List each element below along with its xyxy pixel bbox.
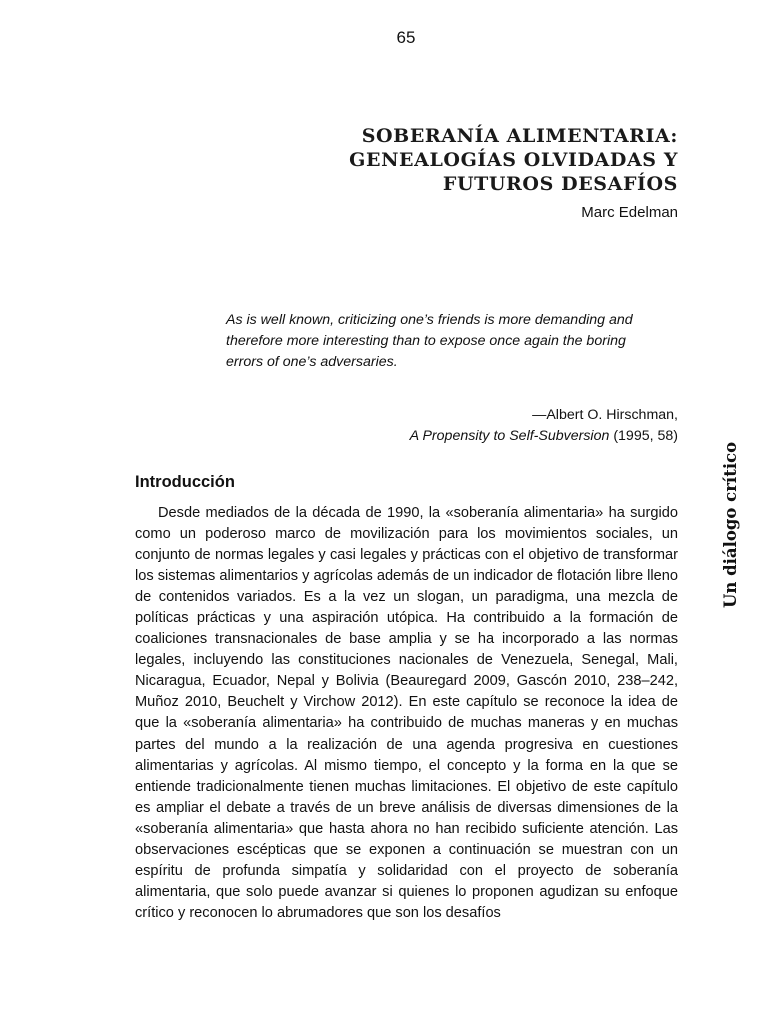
chapter-title-line-3: FUTUROS DESAFÍOS bbox=[442, 173, 678, 195]
chapter-author: Marc Edelman bbox=[581, 204, 678, 221]
attribution-source bbox=[318, 426, 678, 447]
attribution-citation: (1995, 58) bbox=[609, 428, 678, 444]
running-section-label: Un diálogo crítico bbox=[721, 441, 740, 608]
attribution-book-title: A Propensity to Self-Subversion bbox=[409, 428, 610, 444]
section-heading: Introducción bbox=[135, 473, 235, 491]
attribution-author: —Albert O. Hirschman, bbox=[532, 407, 678, 423]
epigraph-attribution bbox=[318, 405, 678, 447]
chapter-title bbox=[240, 124, 678, 196]
page-number: 65 bbox=[396, 28, 416, 47]
chapter-title-line-1: SOBERANÍA ALIMENTARIA: bbox=[361, 125, 678, 147]
epigraph-quote: As is well known, criticizing one’s friends is more demanding and therefore more interesting than to expose once again the boring errors of one’s adversaries. bbox=[226, 312, 633, 370]
chapter-title-line-2: GENEALOGÍAS OLVIDADAS Y bbox=[349, 149, 678, 171]
body-paragraph: Desde mediados de la década de 1990, la «soberanía alimentaria» ha surgido como un poderoso marco de movilización para los movimientos sociales, un conjunto de normas legales y casi legales y prácticas con el objetivo de transformar los sistemas alimentarios y agrícolas además de un indicador de flotación libre lleno de contenidos variados. Es a la vez un slogan, un paradigma, una mezcla de políticas prácticas y una aspiración utópica. Ha contribuido a la formación de coaliciones transnacionales de base amplia y se ha incorporado a las normas legales, incluyendo las constituciones nacionales de Venezuela, Senegal, Mali, Nicaragua, Ecuador, Nepal y Bolivia (Beauregard 2009, Gascón 2010, 238–242, Muñoz 2010, Beuchelt y Virchow 2012). En este capítulo se reconoce la idea de que la «soberanía alimentaria» ha contribuido de muchas maneras y en muchas partes del mundo a la realización de una agenda progresiva en cuestiones alimentarias y agrícolas. Al mismo tiempo, el concepto y la forma en la que se entiende tradicionalmente tienen muchas limitaciones. El objetivo de este capítulo es ampliar el debate a través de un breve análisis de diversas dimensiones de la «soberanía alimentaria» que hasta ahora no han recibido suficiente atención. Las observaciones escépticas que se exponen a continuación se muestran con un espíritu de profunda simpatía y solidaridad con el proyecto de soberanía alimentaria, que solo puede avanzar si quienes lo proponen agudizan su enfoque crítico y reconocen lo abrumadores que son los desafíos bbox=[135, 505, 678, 921]
